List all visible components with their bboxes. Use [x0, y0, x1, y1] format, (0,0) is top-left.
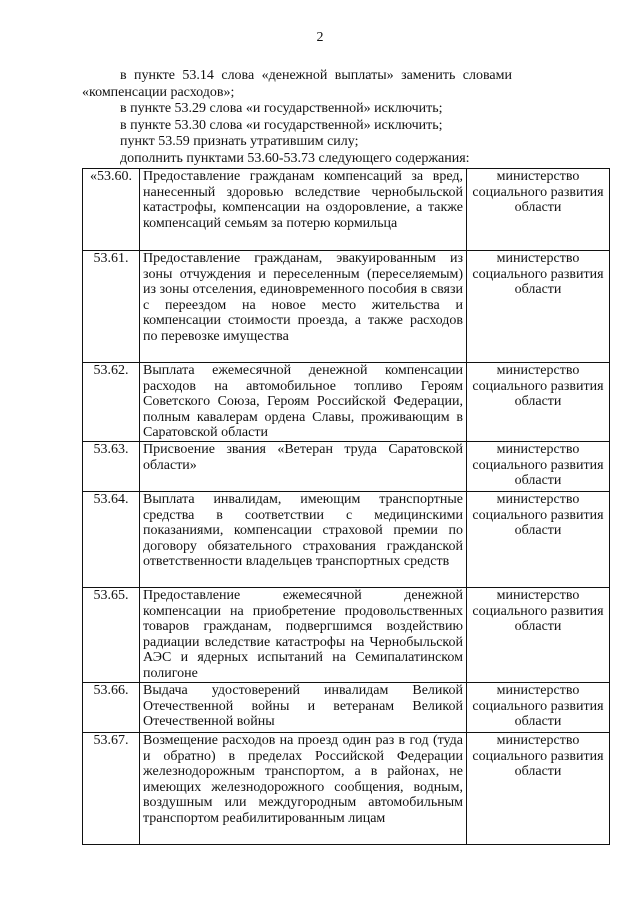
service-description: Выплата ежемесячной денежной компенсации расходов на автомобильное топливо Героям Советского Союза, Героям Российской Федерации, полным кавалерам ордена Славы, проживающим в Саратовской области: [140, 363, 467, 442]
table-row: [83, 363, 610, 442]
table-row: [83, 492, 610, 588]
intro-paragraph: в пункте 53.14 слова «денежной выплаты» заменить словами «компенсации расходов»;: [82, 68, 512, 100]
item-number: 53.61.: [83, 251, 140, 363]
intro-paragraph: пункт 53.59 признать утратившим силу;: [120, 134, 359, 149]
item-number: 53.63.: [83, 442, 140, 492]
responsible-body: министерство социального развития области: [467, 588, 610, 683]
intro-paragraph: дополнить пунктами 53.60-53.73 следующего содержания:: [120, 150, 470, 166]
item-number: 53.66.: [83, 683, 140, 733]
service-description: Выплата инвалидам, имеющим транспортные средства в соответствии с медицинскими показаниями, компенсации страховой премии по договору обязательного страхования гражданской ответственности владельцев транспортных средств: [140, 492, 467, 588]
item-number: 53.62.: [83, 363, 140, 442]
service-description: Предоставление гражданам, эвакуированным из зоны отчуждения и переселенным (переселяемым) из зоны отселения, единовременного пособия в связи с переездом на новое место жительства и компенсации стоимости проезда, а также расходов по перевозке имущества: [140, 251, 467, 363]
service-description: Присвоение звания «Ветеран труда Саратовской области»: [140, 442, 467, 492]
intro-paragraph: в пункте 53.29 слова «и государственной» исключить;: [120, 101, 443, 116]
service-description: Возмещение расходов на проезд один раз в год (туда и обратно) в пределах Российской Федерации железнодорожным транспортом, а в районах, не имеющих железнодорожного сообщения, водным, воздушным или междугородным автомобильным транспортом реабилитированным лицам: [140, 733, 467, 845]
table-row: [83, 169, 610, 251]
item-number: 53.67.: [83, 733, 140, 845]
responsible-body: министерство социального развития области: [467, 683, 610, 733]
services-table: [82, 168, 610, 845]
service-description: Предоставление ежемесячной денежной компенсации на приобретение продовольственных товаров гражданам, подвергшимся воздействию радиации вследствие катастрофы на Чернобыльской АЭС и ядерных испытаний на Семипалатинском полигоне: [140, 588, 467, 683]
responsible-body: министерство социального развития области: [467, 733, 610, 845]
responsible-body: министерство социального развития области: [467, 251, 610, 363]
service-description: Предоставление гражданам компенсаций за вред, нанесенный здоровью вследствие чернобыльской катастрофы, компенсации на оздоровление, а также компенсаций семьям за потерю кормильца: [140, 169, 467, 251]
responsible-body: министерство социального развития области: [467, 492, 610, 588]
page-number: 2: [316, 30, 324, 45]
service-description: Выдача удостоверений инвалидам Великой Отечественной войны и ветеранам Великой Отечественной войны: [140, 683, 467, 733]
table-row: [83, 733, 610, 845]
responsible-body: министерство социального развития области: [467, 169, 610, 251]
intro-paragraph: в пункте 53.30 слова «и государственной» исключить;: [120, 117, 443, 133]
table-row: [83, 442, 610, 492]
responsible-body: министерство социального развития области: [467, 442, 610, 492]
table-row: [83, 251, 610, 363]
table-row: [83, 683, 610, 733]
amendment-intro: [82, 68, 512, 167]
item-number: 53.65.: [83, 588, 140, 683]
item-number: «53.60.: [83, 169, 140, 251]
responsible-body: министерство социального развития области: [467, 363, 610, 442]
table-row: [83, 588, 610, 683]
item-number: 53.64.: [83, 492, 140, 588]
